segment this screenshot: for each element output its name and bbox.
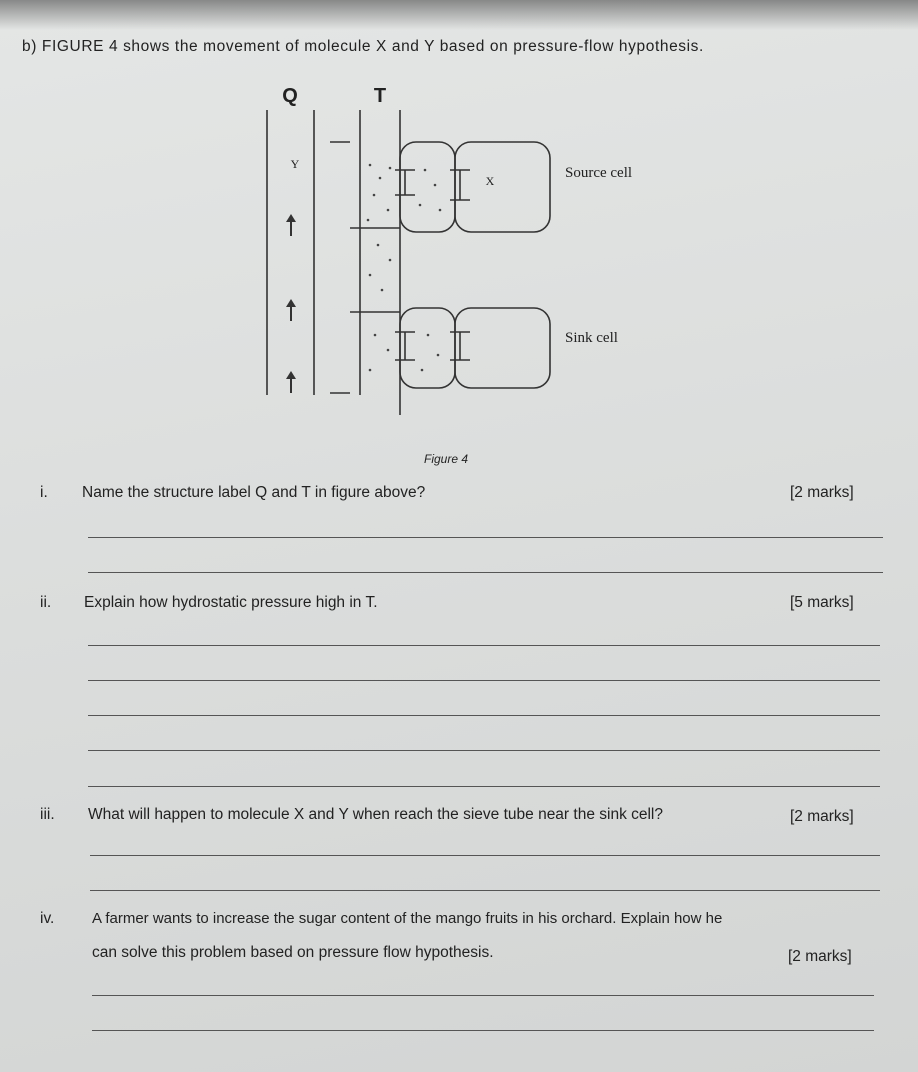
- answer-line[interactable]: [88, 680, 880, 681]
- question-iv: [40, 910, 880, 930]
- question-number: iii.: [40, 806, 55, 823]
- source-companion-cell: [400, 142, 455, 232]
- answer-line[interactable]: [88, 572, 883, 573]
- answer-line[interactable]: [92, 995, 874, 996]
- marks-label: [2 marks]: [788, 948, 852, 965]
- question-ii: [40, 594, 880, 614]
- label-x: X: [485, 174, 495, 188]
- marks-label: [2 marks]: [790, 808, 854, 825]
- question-number: ii.: [40, 594, 52, 611]
- answer-line[interactable]: [92, 1030, 874, 1031]
- pressure-flow-figure: [250, 70, 680, 430]
- sink-cell-label: Sink cell: [565, 330, 618, 346]
- answer-line[interactable]: [90, 855, 880, 856]
- answer-line[interactable]: [90, 890, 880, 891]
- question-number: i.: [40, 484, 48, 501]
- question-intro: b) FIGURE 4 shows the movement of molecule X and Y based on pressure-flow hypothesis.: [22, 38, 704, 55]
- question-iii: [40, 806, 880, 826]
- source-cell-label: Source cell: [565, 165, 633, 181]
- answer-line[interactable]: [88, 537, 883, 538]
- question-text: Name the structure label Q and T in figure above?: [82, 484, 426, 501]
- question-iv-continued: [92, 944, 692, 964]
- page-shadow: [0, 0, 918, 30]
- sink-companion-cell: [400, 308, 455, 388]
- question-text-continued: can solve this problem based on pressure flow hypothesis.: [92, 944, 494, 961]
- question-text: What will happen to molecule X and Y when reach the sieve tube near the sink cell?: [88, 806, 663, 823]
- answer-line[interactable]: [88, 786, 880, 787]
- label-y: Y: [290, 157, 300, 171]
- question-text: A farmer wants to increase the sugar content of the mango fruits in his orchard. Explain how he: [92, 910, 723, 927]
- answer-line[interactable]: [88, 715, 880, 716]
- question-i: [40, 484, 880, 504]
- source-cell: [455, 142, 550, 232]
- xylem-flow-arrows: [286, 214, 296, 393]
- answer-line[interactable]: [88, 750, 880, 751]
- sink-cell: [455, 308, 550, 388]
- question-text: Explain how hydrostatic pressure high in T.: [84, 594, 378, 611]
- marks-label: [2 marks]: [790, 484, 854, 501]
- answer-line[interactable]: [88, 645, 880, 646]
- question-number: iv.: [40, 910, 55, 927]
- figure-caption: Figure 4: [424, 452, 469, 466]
- label-t: T: [373, 85, 387, 107]
- label-q: Q: [282, 85, 298, 107]
- marks-label: [5 marks]: [790, 594, 854, 611]
